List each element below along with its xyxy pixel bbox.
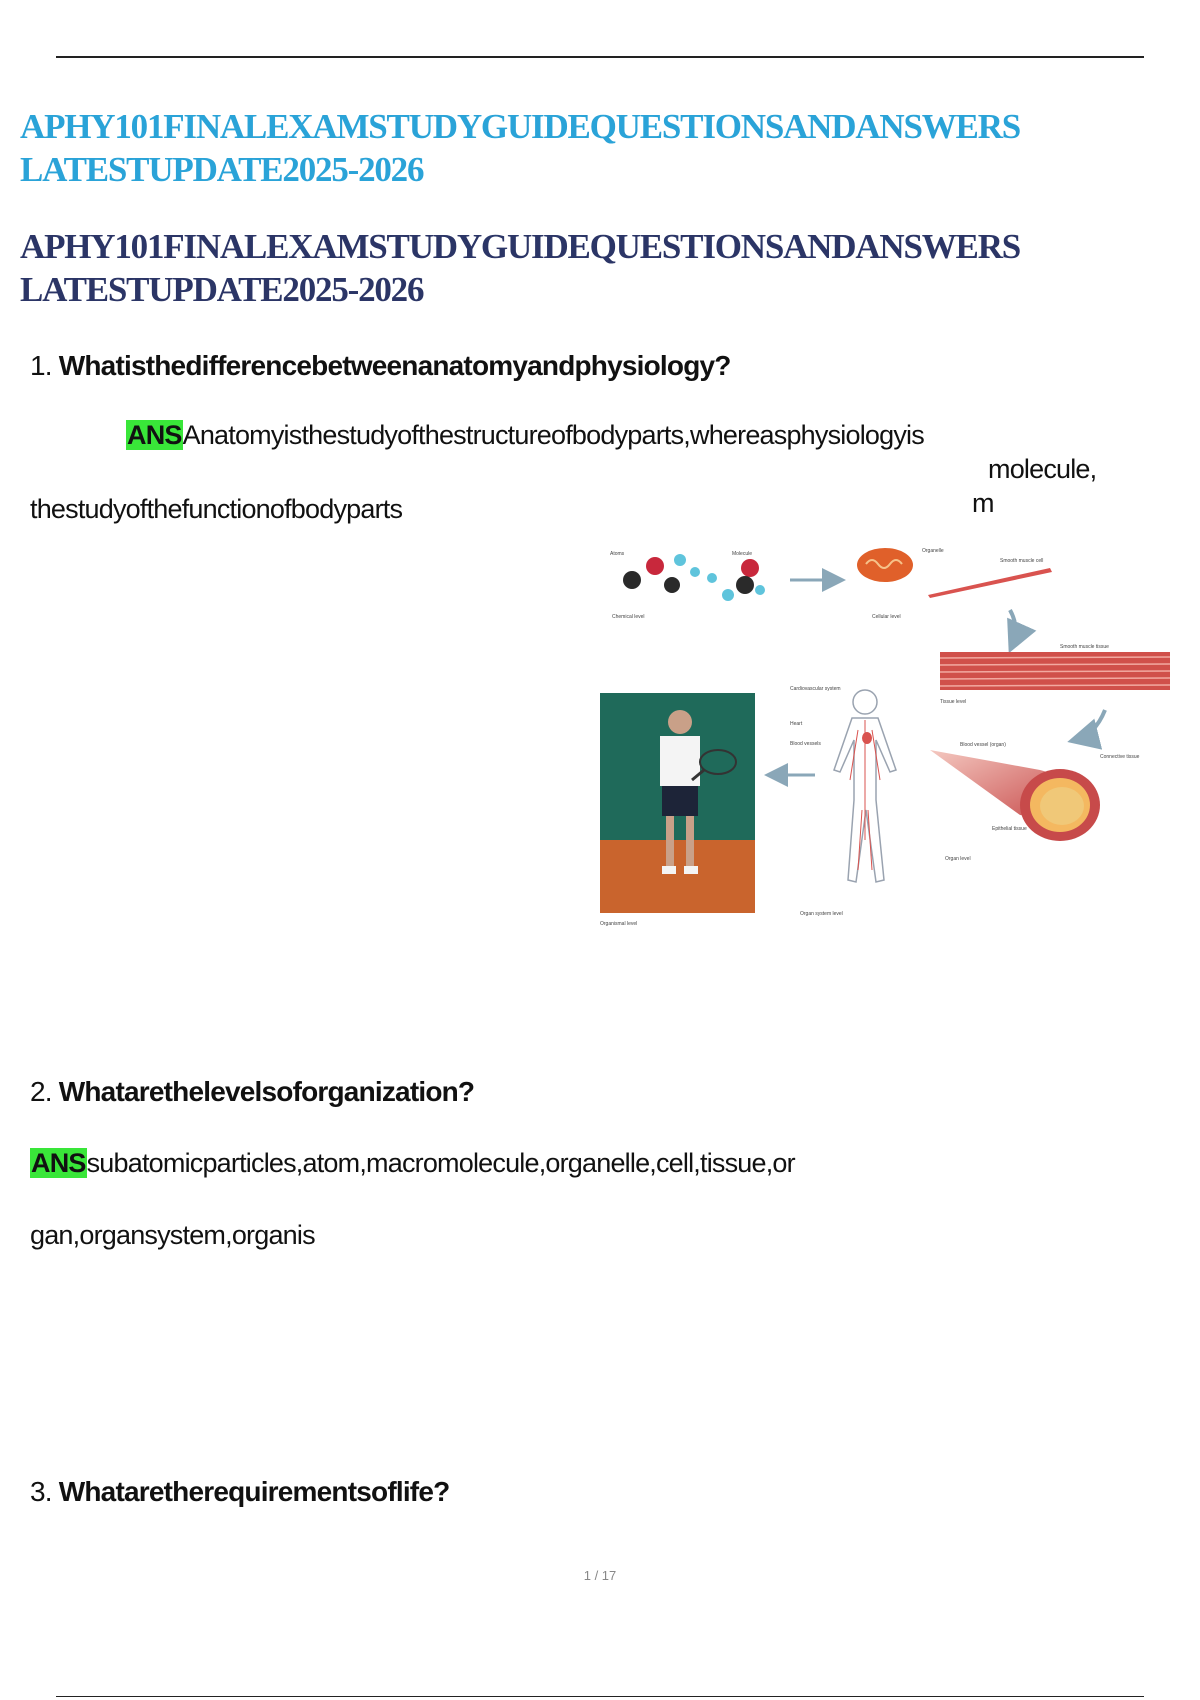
question-1 <box>30 350 731 382</box>
answer-1-line-1 <box>126 420 924 451</box>
document-title-primary <box>20 105 1180 191</box>
answer-text: Anatomyisthestudyofthestructureofbodyparts,whereasphysiologyis <box>182 420 924 450</box>
ans-highlight-tag: ANS <box>127 420 182 450</box>
label-connective-tissue: Connective tissue <box>1100 754 1140 760</box>
label-blood-vessel-organ: Blood vessel (organ) <box>960 742 1006 748</box>
title-line: LATESTUPDATE2025-2026 <box>20 150 424 189</box>
label-epithelial-tissue: Epithelial tissue <box>992 826 1027 832</box>
smooth-muscle-cell-illustration <box>928 568 1052 598</box>
stray-text: molecule, <box>988 454 1097 484</box>
atoms-molecule-illustration <box>623 554 765 601</box>
question-3 <box>30 1476 449 1508</box>
question-number: 1. <box>30 350 52 381</box>
question-number: 2. <box>30 1076 52 1107</box>
label-organ-level: Organ level <box>945 856 971 862</box>
title-line: LATESTUPDATE2025-2026 <box>20 270 424 309</box>
label-atoms: Atoms <box>610 551 625 557</box>
title-line: APHY101FINALEXAMSTUDYGUIDEQUESTIONSANDANSWERS <box>20 227 1021 266</box>
label-organ-system-level: Organ system level <box>800 911 843 917</box>
question-number: 3. <box>30 1476 52 1507</box>
label-cellular-level: Cellular level <box>872 614 901 620</box>
answer-2-line-2: gan,organsystem,organis <box>30 1220 315 1250</box>
stray-text: m <box>972 488 994 518</box>
label-chemical-level: Chemical level <box>612 614 645 620</box>
levels-of-organization-figure <box>600 540 1175 970</box>
question-2 <box>30 1076 474 1108</box>
label-organismal-level: Organismal level <box>600 921 638 927</box>
title-line: APHY101FINALEXAMSTUDYGUIDEQUESTIONSANDANSWERS <box>20 107 1021 146</box>
organism-photo <box>600 693 755 913</box>
smooth-muscle-tissue-illustration <box>940 652 1170 690</box>
question-text: Whatarethelevelsoforganization? <box>58 1076 475 1107</box>
organ-system-illustration <box>834 690 896 882</box>
question-text: Whataretherequirementsoflife? <box>58 1476 450 1507</box>
answer-text: subatomicparticles,atom,macromolecule,organelle,cell,tissue,or <box>86 1148 795 1178</box>
label-molecule: Molecule <box>732 551 753 557</box>
question-text: Whatisthedifferencebetweenanatomyandphysiology? <box>58 350 731 381</box>
label-smooth-muscle-tissue: Smooth muscle tissue <box>1060 644 1109 650</box>
mitochondrion-illustration <box>857 548 913 582</box>
label-tissue-level: Tissue level <box>940 699 967 705</box>
ans-highlight-tag: ANS <box>31 1148 86 1178</box>
answer-1-line-2: thestudyofthefunctionofbodyparts <box>30 494 403 524</box>
label-heart: Heart <box>790 721 803 727</box>
page-number: 1 / 17 <box>583 1568 617 1583</box>
answer-2-line-1 <box>30 1148 795 1179</box>
bottom-rule <box>56 1696 1144 1697</box>
document-title-secondary <box>20 225 1180 311</box>
label-organelle: Organelle <box>922 548 944 554</box>
label-cardiovascular-system: Cardiovascular system <box>790 686 841 692</box>
label-blood-vessels: Blood vessels <box>790 741 821 747</box>
top-rule <box>56 56 1144 58</box>
label-smooth-muscle-cell: Smooth muscle cell <box>1000 558 1044 564</box>
